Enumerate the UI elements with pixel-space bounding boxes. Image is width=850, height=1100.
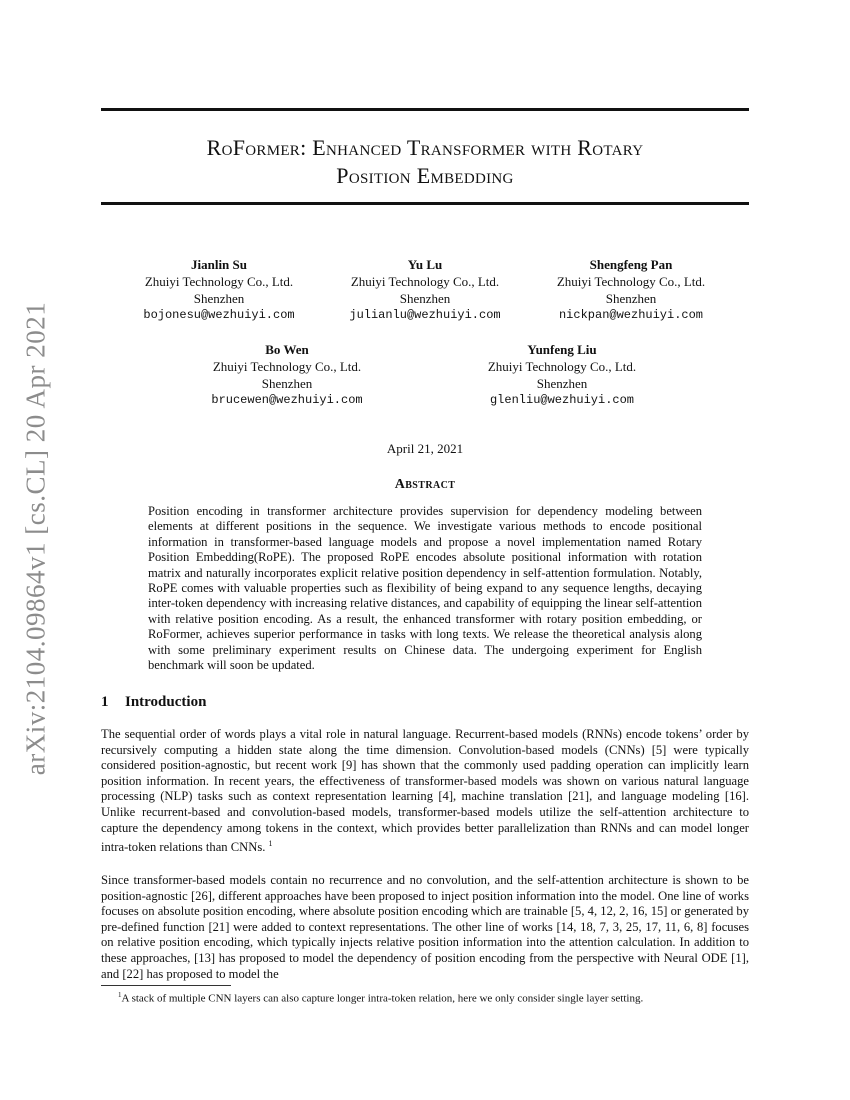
author-city: Shenzhen <box>261 376 313 391</box>
author-name: Yu Lu <box>407 257 443 272</box>
author-block <box>516 256 746 324</box>
author-name: Bo Wen <box>265 342 309 357</box>
paragraph-text: Since transformer-based models contain no recurrence and no convolution, and the self-attention architecture is shown to be position-agnostic [26], different approaches have been proposed to inject position information into the model. One line of works focuses on absolute position encoding, where absolute position encoding which are trainable [5, 4, 12, 2, 16, 15] or generated by pre-defined function [21] were added to context representations. The other line of works [14, 18, 7, 3, 25, 17, 11, 6, 8] focuses on relative position encoding, which typically injects relative position information into the attention calculation. In addition to these approaches, [13] has proposed to model the dependency of position encoding from the perspective with Neural ODE [1], and [22] has proposed to model the <box>101 873 749 981</box>
author-affiliation: Zhuiyi Technology Co., Ltd. <box>144 274 294 289</box>
paragraph-text: The sequential order of words plays a vital role in natural language. Recurrent-based models (RNNs) encode tokens’ order by recursively computing a hidden state along the time dimension. Convolution-based models (CNNs) [5] were typically considered position-agnostic, but recent work [9] has shown that the commonly used padding operation can implicitly learn position information. In recent years, the effectiveness of transformer-based models was shown on various natural language processing (NLP) tasks such as context representation learning [4], machine translation [21], and language modeling [16]. Unlike recurrent-based and convolution-based models, transformer-based models utilize the self-attention architecture to capture the dependency among tokens in the context, which provides better parallelization than RNNs and can model longer intra-token relations than CNNs. <box>101 727 749 855</box>
paragraph <box>101 727 749 856</box>
abstract-heading: Abstract <box>394 477 456 492</box>
section-heading <box>101 694 206 711</box>
paper-title-line-2: Position Embedding <box>336 163 514 188</box>
footnote-text: A stack of multiple CNN layers can also capture longer intra-token relation, here we only consider single layer setting. <box>121 992 644 1005</box>
arxiv-identifier-stamp: arXiv:2104.09864v1 [cs.CL] 20 Apr 2021 <box>20 301 51 776</box>
paper-title-line-1: RoFormer: Enhanced Transformer with Rotary <box>206 135 644 160</box>
paragraph <box>101 873 749 982</box>
author-block <box>172 341 402 409</box>
footnote-rule <box>101 985 231 986</box>
author-email[interactable]: glenliu@wezhuiyi.com <box>489 393 635 407</box>
publication-date: April 21, 2021 <box>386 441 464 456</box>
footnote-mark: 1 <box>118 991 122 999</box>
author-email[interactable]: julianlu@wezhuiyi.com <box>349 308 501 322</box>
author-affiliation: Zhuiyi Technology Co., Ltd. <box>556 274 706 289</box>
author-city: Shenzhen <box>605 291 657 306</box>
author-block <box>447 341 677 409</box>
author-name: Yunfeng Liu <box>527 342 597 357</box>
author-city: Shenzhen <box>193 291 245 306</box>
section-title: Introduction <box>125 694 207 710</box>
section-number: 1 <box>101 694 109 710</box>
abstract-text: Position encoding in transformer architecture provides supervision for dependency modeling between elements at different positions in the sequence. We investigate various methods to encode positional information in transformer-based language models and propose a novel implementation named Rotary Position Embedding(RoPE). The proposed RoPE encodes absolute positional information with rotation matrix and naturally incorporates explicit relative position dependency in self-attention formulation. Notably, RoPE comes with valuable properties such as flexibility of being expand to any sequence lengths, decaying inter-token dependency with increasing relative distances, and capability of equipping the linear self-attention with relative position encoding. As a result, the enhanced transformer with rotary position embedding, or RoFormer, achieves superior performance in tasks with long texts. We release the theoretical analysis along with some preliminary experiment results on Chinese data. The undergoing experiment for English benchmark will soon be updated. <box>148 504 702 673</box>
author-city: Shenzhen <box>399 291 451 306</box>
author-name: Shengfeng Pan <box>589 257 673 272</box>
footnote-reference[interactable]: 1 <box>268 839 273 849</box>
title-rule-bottom <box>101 202 749 205</box>
title-rule-top <box>101 108 749 111</box>
author-block <box>104 256 334 324</box>
footnote <box>118 989 758 1006</box>
author-email[interactable]: brucewen@wezhuiyi.com <box>211 393 363 407</box>
author-email[interactable]: nickpan@wezhuiyi.com <box>558 308 704 322</box>
author-name: Jianlin Su <box>190 257 247 272</box>
author-affiliation: Zhuiyi Technology Co., Ltd. <box>212 359 362 374</box>
author-affiliation: Zhuiyi Technology Co., Ltd. <box>350 274 500 289</box>
author-affiliation: Zhuiyi Technology Co., Ltd. <box>487 359 637 374</box>
author-block <box>310 256 540 324</box>
author-email[interactable]: bojonesu@wezhuiyi.com <box>143 308 295 322</box>
author-city: Shenzhen <box>536 376 588 391</box>
paper-title <box>101 134 749 190</box>
